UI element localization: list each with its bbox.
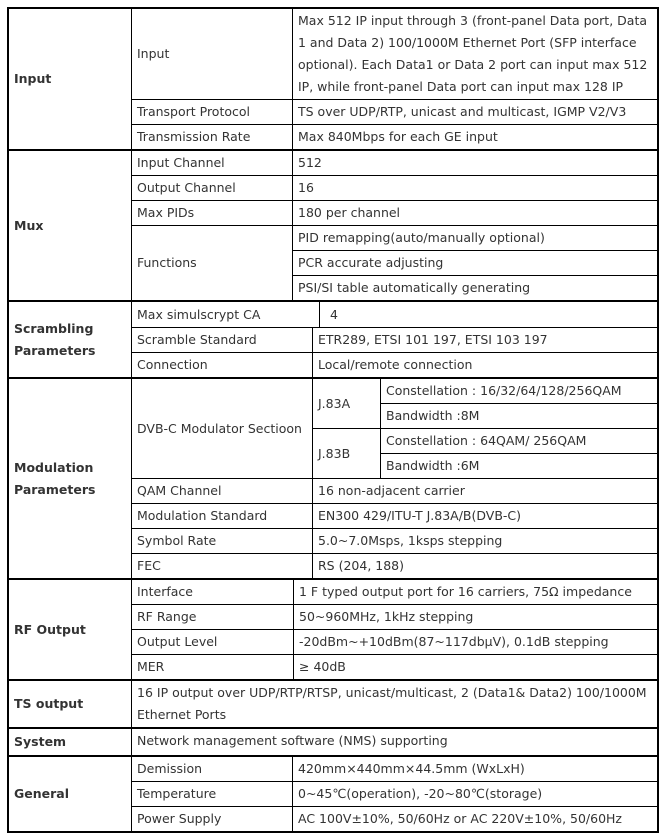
- section-scrambling-parameters: [9, 300, 657, 377]
- spec-param-interface: Interface: [132, 580, 294, 604]
- spec-value-ts-output: 16 IP output over UDP/RTP/RTSP, unicast/multicast, 2 (Data1& Data2) 100/1000M Ethernet Ports: [137, 685, 647, 722]
- spec-value-qam-channel: 16 non-adjacent carrier: [318, 483, 465, 498]
- spec-param-input: Input: [132, 9, 293, 99]
- j83a-bandwidth-value: Bandwidth :8M: [381, 403, 657, 428]
- section-label-ts-output: TS output: [9, 681, 132, 727]
- spec-row-interface: [132, 580, 657, 604]
- spec-value-input-channel: 512: [298, 155, 322, 170]
- spec-value-output-level: -20dBm~+10dBm(87~117dbμV), 0.1dB stepping: [299, 634, 609, 649]
- spec-param-symbol-rate: Symbol Rate: [132, 529, 313, 553]
- spec-row-output-channel: [132, 175, 657, 200]
- spec-param-mer: MER: [132, 655, 294, 679]
- spec-value-transport-protocol: TS over UDP/RTP, unicast and multicast, IGMP V2/V3: [298, 104, 627, 119]
- section-modulation-parameters: [9, 377, 657, 578]
- spec-param-output-level: Output Level: [132, 630, 294, 654]
- spec-param-power-supply: Power Supply: [132, 807, 293, 831]
- spec-row-max-simulscrypt-ca: [132, 302, 657, 327]
- modulator-group-j83b: [313, 428, 657, 478]
- spec-param-max-pids: Max PIDs: [132, 201, 293, 225]
- spec-row-max-pids: [132, 200, 657, 225]
- spec-param-max-simulscrypt-ca: Max simulscrypt CA: [132, 302, 320, 327]
- spec-param-transport-protocol: Transport Protocol: [132, 100, 293, 124]
- section-label-input: Input: [9, 9, 132, 149]
- spec-value-mer: ≥ 40dB: [299, 659, 346, 674]
- spec-row-modulation-standard: [132, 503, 657, 528]
- spec-value-input: Max 512 IP input through 3 (front-panel Data port, Data 1 and Data 2) 100/1000M Ethernet Port (SFP interface optional). Each Data1 or Data 2 port can input max 512 IP, while front-panel Data port can input max 128 IP: [298, 13, 648, 94]
- spec-value-function-psi-si: PSI/SI table automatically generating: [293, 275, 657, 300]
- spec-value-temperature: 0~45℃(operation), -20~80℃(storage): [298, 786, 543, 801]
- spec-row-ts-output: [132, 681, 657, 727]
- mode-label-j83a: J.83A: [313, 379, 381, 428]
- spec-row-qam-channel: [132, 478, 657, 503]
- spec-param-scramble-standard: Scramble Standard: [132, 328, 313, 352]
- section-label-modulation-parameters: Modulation Parameters: [9, 379, 132, 578]
- spec-param-rf-range: RF Range: [132, 605, 294, 629]
- section-rf-output: [9, 578, 657, 679]
- j83a-constellation-value: Constellation : 16/32/64/128/256QAM: [386, 383, 622, 398]
- spec-param-modulation-standard: Modulation Standard: [132, 504, 313, 528]
- spec-row-output-level: [132, 629, 657, 654]
- section-input: [9, 9, 657, 149]
- spec-param-transmission-rate: Transmission Rate: [132, 125, 293, 149]
- spec-row-demission: [132, 757, 657, 781]
- spec-row-dvbc-modulator-section: [132, 379, 657, 478]
- spec-row-scramble-standard: [132, 327, 657, 352]
- spec-value-scramble-standard: ETR289, ETSI 101 197, ETSI 103 197: [318, 332, 548, 347]
- spec-param-functions: Functions: [132, 226, 293, 300]
- spec-value-function-pcr-adjusting: PCR accurate adjusting: [293, 250, 657, 275]
- spec-value-max-simulscrypt-ca: 4: [330, 306, 338, 322]
- spec-value-power-supply: AC 100V±10%, 50/60Hz or AC 220V±10%, 50/60Hz: [298, 811, 622, 826]
- spec-value-function-pid-remapping: PID remapping(auto/manually optional): [298, 230, 545, 245]
- modulator-group-j83a: [313, 379, 657, 428]
- spec-param-connection: Connection: [132, 353, 313, 377]
- section-label-general: General: [9, 757, 132, 831]
- section-mux: [9, 149, 657, 300]
- spec-value-connection: Local/remote connection: [318, 357, 473, 372]
- spec-value-output-channel: 16: [298, 180, 314, 195]
- spec-row-fec: [132, 553, 657, 578]
- spec-value-system: Network management software (NMS) supporting: [137, 733, 448, 748]
- spec-value-fec: RS (204, 188): [318, 558, 405, 573]
- spec-value-max-pids: 180 per channel: [298, 205, 401, 220]
- spec-row-functions: [132, 225, 657, 300]
- spec-param-input-channel: Input Channel: [132, 151, 293, 175]
- spec-param-qam-channel: QAM Channel: [132, 479, 313, 503]
- section-system: [9, 727, 657, 755]
- j83b-constellation-value: Constellation : 64QAM/ 256QAM: [386, 433, 587, 448]
- spec-param-demission: Demission: [132, 757, 293, 781]
- section-general: [9, 755, 657, 831]
- spec-value-demission: 420mm×440mm×44.5mm (WxLxH): [298, 761, 525, 776]
- j83b-bandwidth-value: Bandwidth :6M: [381, 453, 657, 478]
- spec-row-transmission-rate: [132, 124, 657, 149]
- spec-row-system: [132, 729, 657, 753]
- section-ts-output: [9, 679, 657, 727]
- spec-param-output-channel: Output Channel: [132, 176, 293, 200]
- section-label-rf-output: RF Output: [9, 580, 132, 679]
- spec-value-symbol-rate: 5.0~7.0Msps, 1ksps stepping: [318, 533, 503, 548]
- spec-table: [7, 7, 659, 833]
- spec-row-transport-protocol: [132, 99, 657, 124]
- spec-value-rf-range: 50~960MHz, 1kHz stepping: [299, 609, 474, 624]
- mode-label-j83b: J.83B: [313, 429, 381, 478]
- spec-param-temperature: Temperature: [132, 782, 293, 806]
- spec-param-fec: FEC: [132, 554, 313, 578]
- spec-row-input: [132, 9, 657, 99]
- spec-row-power-supply: [132, 806, 657, 831]
- spec-row-rf-range: [132, 604, 657, 629]
- section-label-mux: Mux: [9, 151, 132, 300]
- spec-value-modulation-standard: EN300 429/ITU-T J.83A/B(DVB-C): [318, 508, 522, 523]
- spec-row-mer: [132, 654, 657, 679]
- spec-param-dvbc-modulator-section: DVB-C Modulator Sectioon: [132, 379, 313, 478]
- spec-row-symbol-rate: [132, 528, 657, 553]
- spec-value-interface: 1 F typed output port for 16 carriers, 75Ω impedance: [299, 584, 632, 599]
- spec-row-connection: [132, 352, 657, 377]
- spec-row-input-channel: [132, 151, 657, 175]
- spec-value-transmission-rate: Max 840Mbps for each GE input: [298, 129, 498, 144]
- section-label-system: System: [9, 729, 132, 755]
- spec-row-temperature: [132, 781, 657, 806]
- section-label-scrambling-parameters: Scrambling Parameters: [9, 302, 132, 377]
